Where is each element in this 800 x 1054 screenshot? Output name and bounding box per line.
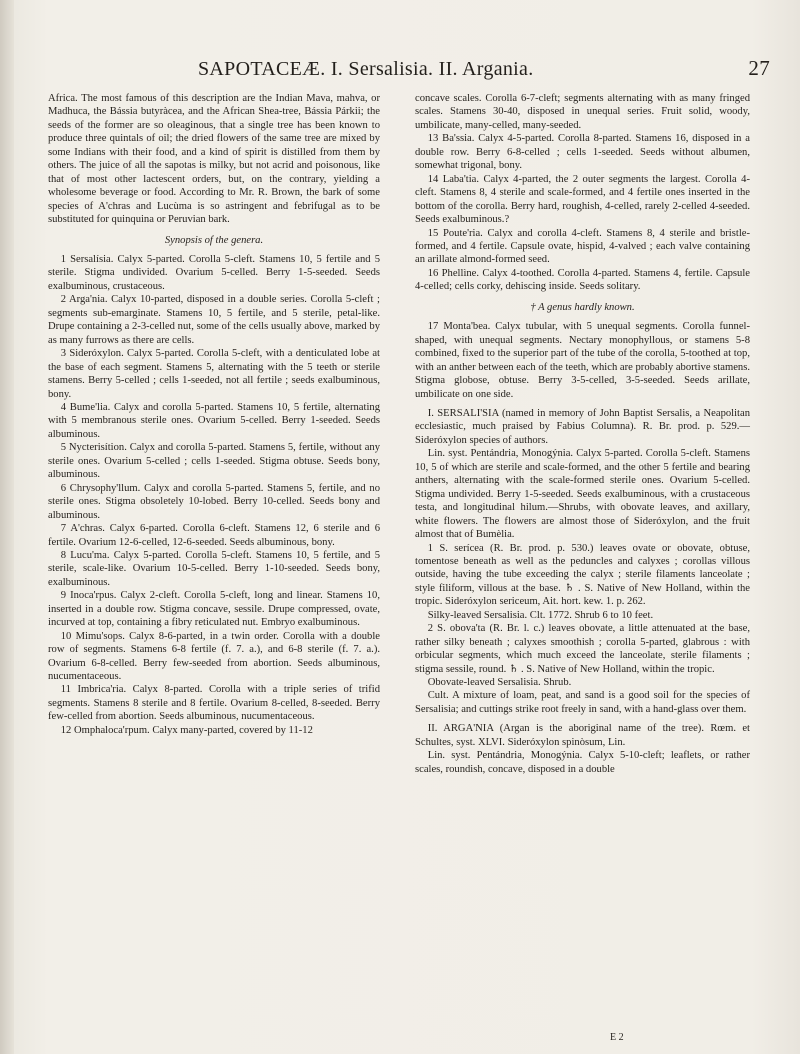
genus-entry: 12 Omphaloca'rpum. Calyx many-parted, covered by 11-12	[60, 724, 313, 736]
genus-entry: 14 Laba'tia. Calyx 4-parted, the 2 outer segments the largest. Corolla 4-cleft. Stamens 8, 4 sterile and scale-formed, and 4 fertile ones inserted in the bottom of the corolla. Berry hard, roughish, 4-celled, rarely 2-celled 4-seeded. Seeds exalbuminous.?	[415, 173, 750, 226]
genus-entry: 15 Poute'ria. Calyx and corolla 4-cleft. Stamens 8, 4 sterile and bristle-formed, and 4 fertile. Capsule ovate, hispid, 4-valved ; each valve containing an arillate almond-formed seed.	[415, 227, 750, 266]
genus-entry: 6 Chrysophy'llum. Calyx and corolla 5-parted. Stamens 5, fertile, and no sterile ones. Stigma obsoletely 10-lobed. Berry 10-celled. Seeds bony and albuminous.	[48, 482, 380, 521]
cultivation-note: Cult. A mixture of loam, peat, and sand is a good soil for the species of Sersalisia; and cuttings strike root freely in sand, with a hand-glass over them.	[415, 690, 750, 715]
genus-entry: 13 Ba'ssia. Calyx 4-5-parted. Corolla 8-parted. Stamens 16, disposed in a double row. Berry 6-8-celled ; cells 1-seeded. Seeds without albumen, somewhat trigonal, bony.	[415, 133, 750, 172]
page-gutter-shadow	[0, 0, 14, 1054]
genus-entry: 4 Bume'lia. Calyx and corolla 5-parted. Stamens 10, 5 fertile, alternating with 5 membranous sterile ones. Ovarium 5-celled. Berry 1-seeded. Seeds albuminous.	[48, 401, 380, 440]
genus-entry: 8 Lucu'ma. Calyx 5-parted. Corolla 5-cleft. Stamens 10, 5 fertile, and 5 sterile, scale-like. Ovarium 10-5-celled. Berry 1-10-seeded. Seeds bony, exalbuminous.	[48, 549, 380, 588]
species-entry: 2 S. obova'ta (R. Br. l. c.) leaves obovate, a little attenuated at the base, rather silky beneath ; calyxes smoothish ; corolla 5-parted, glabrous : with orbicular segments, which much exceed the lanceolate, sterile filaments ; stigma sessile, round. ♄ . S. Native of New Holland, within the tropic.	[415, 623, 750, 675]
right-column	[415, 92, 750, 776]
species-culture: Obovate-leaved Sersalisia. Shrub.	[427, 677, 572, 689]
synopsis-heading: Synopsis of the genera.	[164, 234, 264, 246]
sersalisia-heading: I. SERSALI'SIA (named in memory of John Baptist Sersalis, a Neapolitan ecclesiastic, much praised by Fabius Columna). R. Br. prod. p. 529.—Sideróxylon species of authors.	[415, 407, 750, 446]
species-culture: Silky-leaved Sersalisia. Clt. 1772. Shrub 6 to 10 feet.	[427, 609, 654, 621]
page-number: 27	[748, 56, 770, 80]
genus-entry: 5 Nycterisítion. Calyx and corolla 5-parted. Stamens 5, fertile, without any sterile ones. Ovarium 5-celled ; cells 1-seeded. Stigma obtuse. Seeds bony, albuminous.	[48, 442, 380, 481]
genus-entry: 9 Inoca'rpus. Calyx 2-cleft. Corolla 5-cleft, long and linear. Stamens 10, inserted in a double row. Stigma concave, sessile. Drupe compressed, ovate, incurved at top, containing a fibry reticulated nut. Embryo exalbuminous.	[48, 590, 380, 629]
continuation-paragraph: concave scales. Corolla 6-7-cleft; segments alternating with as many fringed scales. Stamens 30-40, disposed in unequal series. Fruit solid, woody, umbilicate, many-celled, many-seeded.	[415, 93, 750, 131]
genus-entry: 1 Sersalísia. Calyx 5-parted. Corolla 5-cleft. Stamens 10, 5 fertile and 5 sterile. Stigma undivided. Ovarium 5-celled. Berry 1-5-seeded. Seeds exalbuminous, crustaceous.	[48, 253, 380, 292]
genus-entry: 16 Phellìne. Calyx 4-toothed. Corolla 4-parted. Stamens 4, fertile. Capsule 4-celled; cells corky, dehiscing inside. Seeds solitary.	[415, 267, 750, 293]
genus-entry: 2 Arga'nia. Calyx 10-parted, disposed in a double series. Corolla 5-cleft ; segments sub-emarginate. Stamens 10, 5 fertile, and 5 sterile, petal-like. Drupe containing a 2-3-celled nut, some of the cells usually above, marked by as many furrows as there are cells.	[48, 294, 380, 346]
species-entry: 1 S. serícea (R. Br. prod. p. 530.) leaves ovate or obovate, obtuse, tomentose beneath as well as the peduncles and calyxes ; corollas villous outside, having the tube exceeding the calyx ; sterile filaments lanceolate ; style filiform, villous at the base. ♄ . S. Native of New Holland, within the tropic. Sideróxylon sericeum, Ait. hort. kew. 1. p. 262.	[415, 542, 750, 608]
intro-paragraph: Africa. The most famous of this description are the Indian Mava, mahva, or Madhuca, the Bássia butyràcea, and the African Shea-tree, Bássia Párkii; the seeds of the former are so oleaginous, that a single tree has been known to produce three quintals of oil; the dried flowers of the same tree are mixed by some Indians with their food, and a kind of spirit is distilled from them by others. The juice of all the sapotas is milky, but not acrid and poisonous, like that of most other lactescent orders, but, on the contrary, yielding a wholesome beverage or food. According to Mr. R. Brown, the bark of some species of A'chras and Lucùma is so astringent and febrifugal as to be substituted for quinquina or Peruvian bark.	[48, 93, 380, 226]
printer-signature: E 2	[610, 1032, 624, 1043]
sersalisia-description: Lin. syst. Pentándria, Monogýnia. Calyx 5-parted. Corolla 5-cleft. Stamens 10, 5 of which are sterile and scale-formed, and the other 5 fertile and bearing anthers, alternating with the scale-formed sterile ones. Ovarium 5-celled. Stigma undivided. Berry 1-5-seeded. Seeds exalbuminous, with a crustaceous testa, and longitudinal hilum.—Shrubs, with obovate leaves, and axillary, white flowers. The flowers are almost those of Sideróxylon, and the fruit almost that of Bumèlia.	[415, 448, 750, 541]
doubtful-genus-heading: † A genus hardly known.	[530, 301, 635, 313]
genus-entry: 11 Imbrica'ria. Calyx 8-parted. Corolla with a triple series of trifid segments. Stamens 8 sterile and 8 fertile. Ovarium 8-celled, 8-seeded. Berry few-celled from abortion. Seeds albuminous, nucumentaceous.	[48, 684, 380, 723]
argania-heading: II. ARGA'NIA (Argan is the aboriginal name of the tree). Rœm. et Schultes, syst. XLVI. Sideróxylon spinòsum, Lin.	[415, 723, 750, 748]
genus-entry: 10 Mimu'sops. Calyx 8-6-parted, in a twin order. Corolla with a double row of segments. Stamens 6-8 fertile (f. 7. a.), and 6-8 sterile (f. 7. a.). Ovarium 6-8-celled. Berry few-seeded from abortion. Seeds albuminous, nucumentaceous.	[48, 630, 380, 683]
running-header	[198, 58, 770, 84]
running-title: SAPOTACEÆ. I. Sersalisia. II. Argania.	[198, 58, 534, 80]
left-column	[48, 92, 380, 737]
argania-description: Lin. syst. Pentándria, Monogýnia. Calyx 5-10-cleft; leaflets, or rather scales, roundish, concave, disposed in a double	[415, 750, 750, 775]
genus-entry: 7 A'chras. Calyx 6-parted. Corolla 6-cleft. Stamens 12, 6 sterile and 6 fertile. Ovarium 12-6-celled, 12-6-seeded. Seeds albuminous, bony.	[48, 523, 380, 548]
genus-entry: 17 Monta'bea. Calyx tubular, with 5 unequal segments. Corolla funnel-shaped, with unequal segments. Nectary monophyllous, or stamens 5-8 combined, fixed to the superior part of the tube of the corolla, 5-toothed at top, with an anther between each of the teeth, which are probably abortive stamens. Stigma globose, obtuse. Berry 3-5-celled, 3-5-seeded. Seeds arillate, umbilicate on one side.	[415, 321, 750, 400]
genus-entry: 3 Sideróxylon. Calyx 5-parted. Corolla 5-cleft, with a denticulated lobe at the base of each segment. Stamens 5, alternating with the 5 teeth or sterile stamens. Berry 5-celled ; cells 1-seeded, not all fertile ; seeds exalbuminous, bony.	[48, 348, 380, 400]
